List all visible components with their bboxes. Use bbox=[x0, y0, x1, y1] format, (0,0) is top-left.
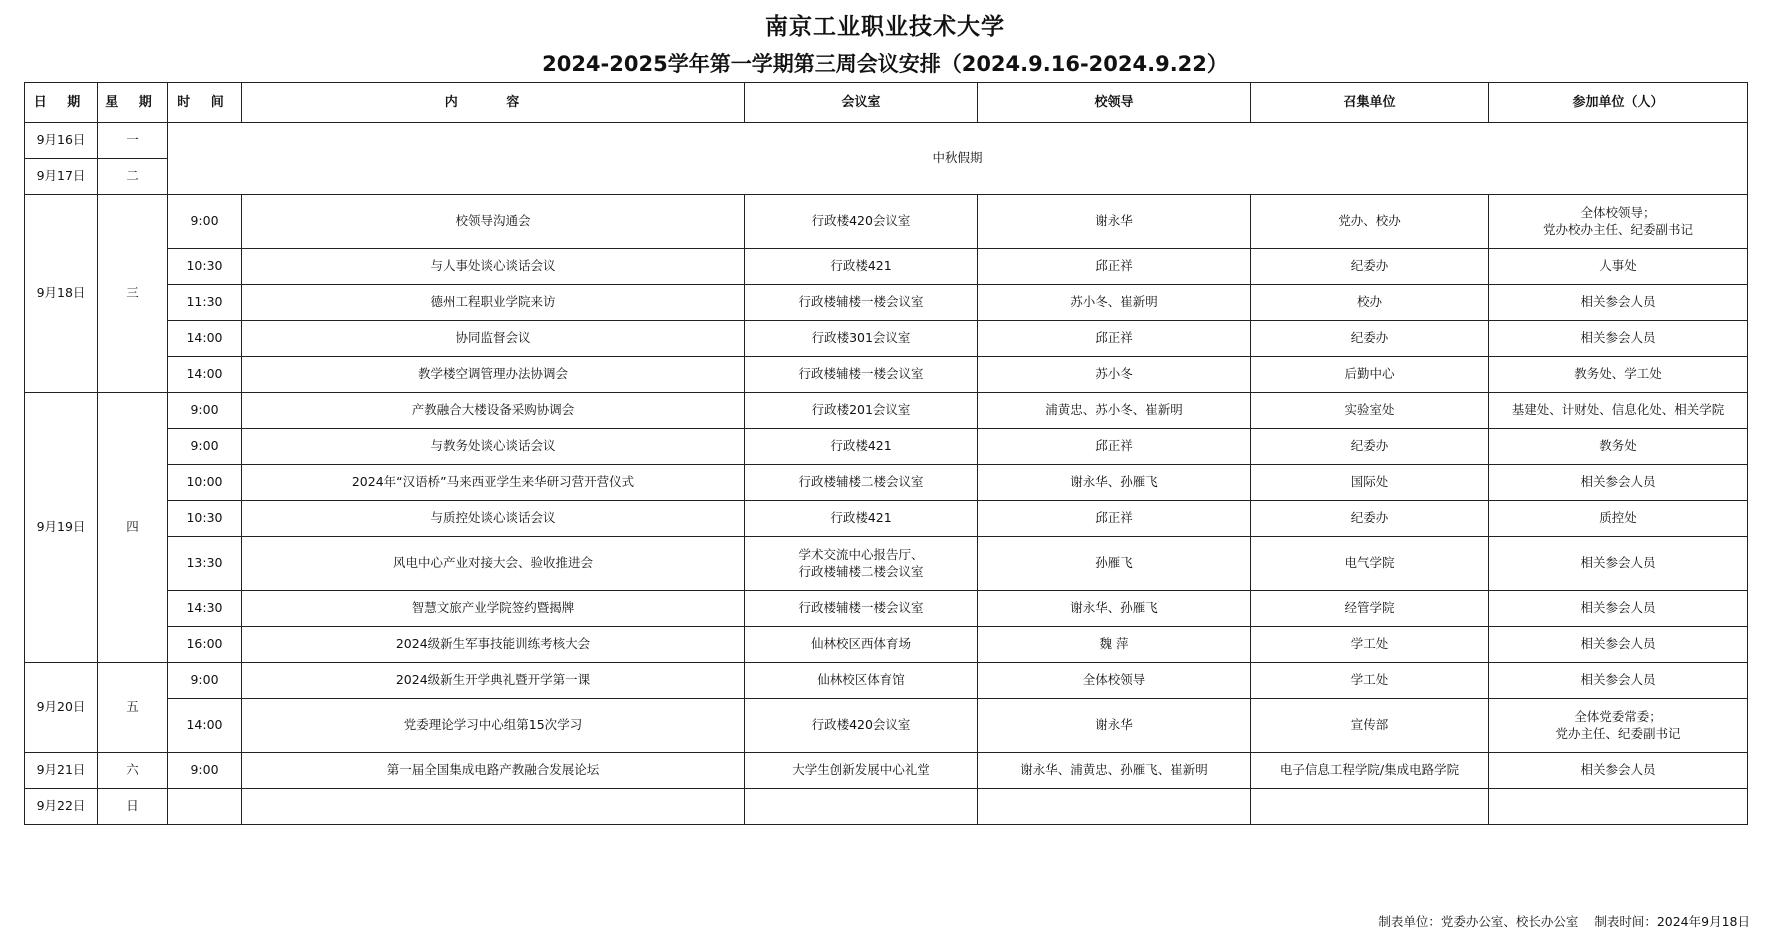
cell-convener-text: 纪委办 bbox=[1350, 258, 1389, 274]
cell-attendees bbox=[1489, 627, 1748, 663]
schedule-body bbox=[25, 123, 1748, 825]
cell-room-text: 行政楼301会议室 bbox=[811, 330, 911, 346]
table-row bbox=[25, 465, 1748, 501]
footer bbox=[1378, 912, 1750, 930]
cell-convener bbox=[1251, 321, 1489, 357]
cell-leader-text: 魏 萍 bbox=[1099, 636, 1129, 652]
cell-content bbox=[242, 429, 745, 465]
cell-convener-text: 电气学院 bbox=[1344, 555, 1395, 571]
cell-weekday: 六 bbox=[98, 753, 168, 789]
cell-leader-text: 孙雁飞 bbox=[1095, 555, 1133, 571]
cell-time-text: 11:30 bbox=[186, 294, 223, 310]
cell-time bbox=[168, 285, 242, 321]
empty-cell bbox=[168, 789, 242, 825]
cell-attendees bbox=[1489, 321, 1748, 357]
cell-room bbox=[745, 357, 978, 393]
cell-room-text: 学术交流中心报告厅、 bbox=[798, 546, 924, 562]
cell-room-text: 行政楼420会议室 bbox=[811, 213, 911, 229]
cell-room-text: 仙林校区体育馆 bbox=[817, 672, 905, 688]
cell-room bbox=[745, 195, 978, 249]
cell-room-text: 行政楼辅楼一楼会议室 bbox=[798, 294, 924, 310]
empty-cell bbox=[1251, 789, 1489, 825]
cell-content bbox=[242, 627, 745, 663]
cell-convener bbox=[1251, 501, 1489, 537]
cell-leader-text: 谢永华、孙雁飞 bbox=[1070, 474, 1158, 490]
table-row bbox=[25, 753, 1748, 789]
cell-convener bbox=[1251, 285, 1489, 321]
cell-weekday: 一 bbox=[98, 123, 168, 159]
cell-time bbox=[168, 537, 242, 591]
table-row bbox=[25, 285, 1748, 321]
cell-room bbox=[745, 753, 978, 789]
schedule-table bbox=[24, 82, 1748, 825]
cell-convener bbox=[1251, 663, 1489, 699]
table-row bbox=[25, 591, 1748, 627]
cell-attendees-text: 相关参会人员 bbox=[1580, 474, 1656, 490]
cell-content-text: 与质控处谈心谈话会议 bbox=[430, 510, 556, 526]
cell-leader bbox=[978, 357, 1251, 393]
cell-time-text: 16:00 bbox=[186, 636, 223, 652]
cell-time bbox=[168, 627, 242, 663]
cell-convener bbox=[1251, 357, 1489, 393]
cell-attendees-text: 相关参会人员 bbox=[1580, 555, 1656, 571]
cell-room-text: 行政楼辅楼一楼会议室 bbox=[798, 366, 924, 382]
cell-leader-text: 谢永华 bbox=[1095, 717, 1133, 733]
cell-weekday: 日 bbox=[98, 789, 168, 825]
cell-leader-text: 谢永华、孙雁飞 bbox=[1070, 600, 1158, 616]
cell-date: 9月17日 bbox=[25, 159, 98, 195]
cell-content-text: 与教务处谈心谈话会议 bbox=[430, 438, 556, 454]
cell-convener-text: 学工处 bbox=[1350, 636, 1389, 652]
cell-convener-text: 实验室处 bbox=[1344, 402, 1395, 418]
cell-convener-text: 纪委办 bbox=[1350, 330, 1389, 346]
cell-convener-text: 后勤中心 bbox=[1344, 366, 1395, 382]
cell-weekday: 五 bbox=[98, 663, 168, 753]
cell-content-text: 与人事处谈心谈话会议 bbox=[430, 258, 556, 274]
cell-convener bbox=[1251, 627, 1489, 663]
cell-room bbox=[745, 249, 978, 285]
cell-time-text: 14:00 bbox=[186, 366, 223, 382]
cell-leader bbox=[978, 249, 1251, 285]
cell-time-text: 10:30 bbox=[186, 258, 223, 274]
footer-time: 制表时间：2024年9月18日 bbox=[1594, 914, 1750, 929]
cell-content-text: 风电中心产业对接大会、验收推进会 bbox=[392, 555, 593, 571]
header-convener: 召集单位 bbox=[1251, 83, 1489, 123]
cell-time bbox=[168, 195, 242, 249]
cell-leader-text: 浦黄忠、苏小冬、崔新明 bbox=[1045, 402, 1183, 418]
header-date: 日 期 bbox=[25, 83, 98, 123]
cell-leader bbox=[978, 699, 1251, 753]
page-subtitle: 2024-2025学年第一学期第三周会议安排（2024.9.16-2024.9.22） bbox=[542, 52, 1228, 76]
cell-leader-text: 邱正祥 bbox=[1095, 330, 1133, 346]
cell-date: 9月18日 bbox=[25, 195, 98, 393]
cell-content-text: 产教融合大楼设备采购协调会 bbox=[411, 402, 575, 418]
header-leader: 校领导 bbox=[978, 83, 1251, 123]
header-attendees: 参加单位（人） bbox=[1489, 83, 1748, 123]
table-row bbox=[25, 699, 1748, 753]
cell-leader bbox=[978, 753, 1251, 789]
cell-room-text: 行政楼辅楼一楼会议室 bbox=[798, 600, 924, 616]
empty-cell bbox=[978, 789, 1251, 825]
cell-content bbox=[242, 753, 745, 789]
cell-time bbox=[168, 501, 242, 537]
cell-time bbox=[168, 249, 242, 285]
cell-convener-text: 党办、校办 bbox=[1338, 213, 1401, 229]
cell-leader bbox=[978, 393, 1251, 429]
cell-leader-text: 苏小冬、崔新明 bbox=[1070, 294, 1158, 310]
cell-content bbox=[242, 195, 745, 249]
cell-date: 9月20日 bbox=[25, 663, 98, 753]
cell-attendees bbox=[1489, 537, 1748, 591]
empty-cell bbox=[242, 789, 745, 825]
cell-room-text: 大学生创新发展中心礼堂 bbox=[792, 762, 930, 778]
cell-leader bbox=[978, 501, 1251, 537]
cell-convener bbox=[1251, 429, 1489, 465]
cell-content bbox=[242, 699, 745, 753]
cell-content bbox=[242, 465, 745, 501]
cell-room bbox=[745, 501, 978, 537]
cell-convener-text: 纪委办 bbox=[1350, 510, 1389, 526]
cell-convener bbox=[1251, 195, 1489, 249]
cell-content bbox=[242, 393, 745, 429]
cell-room-text: 行政楼421 bbox=[830, 258, 892, 274]
cell-attendees bbox=[1489, 429, 1748, 465]
cell-content-text: 2024级新生军事技能训练考核大会 bbox=[395, 636, 591, 652]
footer-maker: 制表单位：党委办公室、校长办公室 bbox=[1378, 914, 1579, 929]
cell-room bbox=[745, 285, 978, 321]
cell-time-text: 14:30 bbox=[186, 600, 223, 616]
cell-time bbox=[168, 465, 242, 501]
cell-leader bbox=[978, 627, 1251, 663]
cell-content-text: 第一届全国集成电路产教融合发展论坛 bbox=[386, 762, 600, 778]
cell-time-text: 10:30 bbox=[186, 510, 223, 526]
cell-convener bbox=[1251, 591, 1489, 627]
header-row bbox=[25, 83, 1748, 123]
cell-room-text: 行政楼420会议室 bbox=[811, 717, 911, 733]
cell-convener-text: 电子信息工程学院/集成电路学院 bbox=[1279, 762, 1460, 778]
cell-content-text: 教学楼空调管理办法协调会 bbox=[417, 366, 568, 382]
cell-attendees-text: 相关参会人员 bbox=[1580, 762, 1656, 778]
cell-content bbox=[242, 285, 745, 321]
cell-time bbox=[168, 699, 242, 753]
cell-room bbox=[745, 321, 978, 357]
cell-content-text: 德州工程职业学院来访 bbox=[430, 294, 556, 310]
cell-leader bbox=[978, 429, 1251, 465]
cell-convener-text: 经管学院 bbox=[1344, 600, 1395, 616]
cell-leader bbox=[978, 321, 1251, 357]
cell-time-text: 13:30 bbox=[186, 555, 223, 571]
cell-room bbox=[745, 627, 978, 663]
cell-content-text: 智慧文旅产业学院签约暨揭牌 bbox=[411, 600, 575, 616]
cell-time bbox=[168, 429, 242, 465]
cell-time-text: 14:00 bbox=[186, 717, 223, 733]
cell-attendees-text: 教务处、学工处 bbox=[1574, 366, 1662, 382]
holiday-cell: 中秋假期 bbox=[168, 123, 1748, 195]
cell-convener bbox=[1251, 465, 1489, 501]
cell-attendees-text: 质控处 bbox=[1599, 510, 1637, 526]
cell-content-text: 党委理论学习中心组第15次学习 bbox=[403, 717, 583, 733]
table-row bbox=[25, 357, 1748, 393]
cell-attendees bbox=[1489, 663, 1748, 699]
cell-attendees bbox=[1489, 753, 1748, 789]
cell-room bbox=[745, 699, 978, 753]
cell-room bbox=[745, 663, 978, 699]
page-title: 南京工业职业技术大学 bbox=[765, 14, 1005, 40]
cell-time-text: 9:00 bbox=[190, 762, 219, 778]
cell-convener-text: 纪委办 bbox=[1350, 438, 1389, 454]
cell-convener bbox=[1251, 537, 1489, 591]
cell-leader bbox=[978, 195, 1251, 249]
cell-content-text: 2024年“汉语桥”马来西亚学生来华研习营开营仪式 bbox=[351, 474, 635, 490]
cell-date: 9月16日 bbox=[25, 123, 98, 159]
cell-room bbox=[745, 537, 978, 591]
cell-attendees bbox=[1489, 195, 1748, 249]
cell-time bbox=[168, 591, 242, 627]
cell-room-text: 仙林校区西体育场 bbox=[810, 636, 911, 652]
header-content: 内 容 bbox=[242, 83, 745, 123]
cell-content-text: 2024级新生开学典礼暨开学第一课 bbox=[395, 672, 591, 688]
table-row bbox=[25, 249, 1748, 285]
cell-content-text: 校领导沟通会 bbox=[455, 213, 531, 229]
cell-attendees-text: 相关参会人员 bbox=[1580, 636, 1656, 652]
cell-attendees bbox=[1489, 465, 1748, 501]
cell-attendees-text: 相关参会人员 bbox=[1580, 672, 1656, 688]
cell-attendees bbox=[1489, 285, 1748, 321]
cell-room bbox=[745, 393, 978, 429]
cell-weekday: 三 bbox=[98, 195, 168, 393]
cell-weekday: 四 bbox=[98, 393, 168, 663]
cell-date: 9月21日 bbox=[25, 753, 98, 789]
cell-attendees-text: 全体党委常委； bbox=[1574, 708, 1662, 724]
table-row bbox=[25, 501, 1748, 537]
cell-room bbox=[745, 591, 978, 627]
cell-convener-text: 学工处 bbox=[1350, 672, 1389, 688]
table-row bbox=[25, 663, 1748, 699]
cell-time-text: 9:00 bbox=[190, 438, 219, 454]
cell-time-text: 10:00 bbox=[186, 474, 223, 490]
header-time: 时 间 bbox=[168, 83, 242, 123]
cell-room-text: 行政楼辅楼二楼会议室 bbox=[798, 474, 924, 490]
cell-convener bbox=[1251, 249, 1489, 285]
cell-leader-text: 全体校领导 bbox=[1082, 672, 1146, 688]
cell-attendees-text: 党办主任、纪委副书记 bbox=[1555, 725, 1681, 741]
cell-attendees bbox=[1489, 501, 1748, 537]
cell-leader bbox=[978, 663, 1251, 699]
cell-leader-text: 谢永华、浦黄忠、孙雁飞、崔新明 bbox=[1020, 762, 1208, 778]
cell-time bbox=[168, 357, 242, 393]
cell-convener-text: 宣传部 bbox=[1350, 717, 1389, 733]
table-row bbox=[25, 321, 1748, 357]
cell-attendees bbox=[1489, 357, 1748, 393]
cell-attendees bbox=[1489, 249, 1748, 285]
cell-content bbox=[242, 537, 745, 591]
empty-cell bbox=[1489, 789, 1748, 825]
cell-leader-text: 苏小冬 bbox=[1095, 366, 1133, 382]
empty-cell bbox=[745, 789, 978, 825]
cell-content bbox=[242, 249, 745, 285]
cell-attendees bbox=[1489, 591, 1748, 627]
cell-time bbox=[168, 393, 242, 429]
cell-convener-text: 校办 bbox=[1356, 294, 1382, 310]
table-row bbox=[25, 393, 1748, 429]
cell-attendees-text: 全体校领导； bbox=[1580, 204, 1656, 220]
cell-leader-text: 邱正祥 bbox=[1095, 438, 1133, 454]
cell-content bbox=[242, 321, 745, 357]
cell-attendees-text: 教务处 bbox=[1599, 438, 1637, 454]
cell-room-text: 行政楼辅楼二楼会议室 bbox=[798, 563, 924, 579]
table-row bbox=[25, 627, 1748, 663]
table-row bbox=[25, 537, 1748, 591]
cell-date: 9月19日 bbox=[25, 393, 98, 663]
cell-time bbox=[168, 753, 242, 789]
header-weekday: 星 期 bbox=[98, 83, 168, 123]
cell-content bbox=[242, 357, 745, 393]
table-row bbox=[25, 789, 1748, 825]
cell-room bbox=[745, 429, 978, 465]
cell-leader-text: 邱正祥 bbox=[1095, 510, 1133, 526]
table-row bbox=[25, 429, 1748, 465]
table-row bbox=[25, 123, 1748, 159]
cell-time-text: 9:00 bbox=[190, 213, 219, 229]
cell-time-text: 9:00 bbox=[190, 672, 219, 688]
cell-room-text: 行政楼201会议室 bbox=[811, 402, 911, 418]
cell-leader bbox=[978, 465, 1251, 501]
cell-leader-text: 谢永华 bbox=[1095, 213, 1133, 229]
cell-time-text: 14:00 bbox=[186, 330, 223, 346]
cell-convener bbox=[1251, 393, 1489, 429]
cell-date: 9月22日 bbox=[25, 789, 98, 825]
cell-time bbox=[168, 321, 242, 357]
cell-room-text: 行政楼421 bbox=[830, 510, 892, 526]
cell-convener bbox=[1251, 699, 1489, 753]
cell-attendees-text: 基建处、计财处、信息化处、相关学院 bbox=[1511, 402, 1725, 418]
cell-leader bbox=[978, 285, 1251, 321]
header-room: 会议室 bbox=[745, 83, 978, 123]
cell-attendees-text: 人事处 bbox=[1599, 258, 1637, 274]
cell-weekday: 二 bbox=[98, 159, 168, 195]
cell-convener bbox=[1251, 753, 1489, 789]
cell-content-text: 协同监督会议 bbox=[455, 330, 531, 346]
cell-convener-text: 国际处 bbox=[1350, 474, 1389, 490]
cell-attendees-text: 相关参会人员 bbox=[1580, 600, 1656, 616]
table-row bbox=[25, 195, 1748, 249]
cell-content bbox=[242, 663, 745, 699]
cell-leader bbox=[978, 591, 1251, 627]
cell-attendees-text: 相关参会人员 bbox=[1580, 294, 1656, 310]
cell-room-text: 行政楼421 bbox=[830, 438, 892, 454]
cell-time bbox=[168, 663, 242, 699]
cell-room bbox=[745, 465, 978, 501]
cell-content bbox=[242, 591, 745, 627]
cell-attendees-text: 党办校办主任、纪委副书记 bbox=[1542, 221, 1693, 237]
cell-attendees bbox=[1489, 393, 1748, 429]
cell-leader bbox=[978, 537, 1251, 591]
cell-leader-text: 邱正祥 bbox=[1095, 258, 1133, 274]
cell-time-text: 9:00 bbox=[190, 402, 219, 418]
cell-content bbox=[242, 501, 745, 537]
cell-attendees-text: 相关参会人员 bbox=[1580, 330, 1656, 346]
cell-attendees bbox=[1489, 699, 1748, 753]
